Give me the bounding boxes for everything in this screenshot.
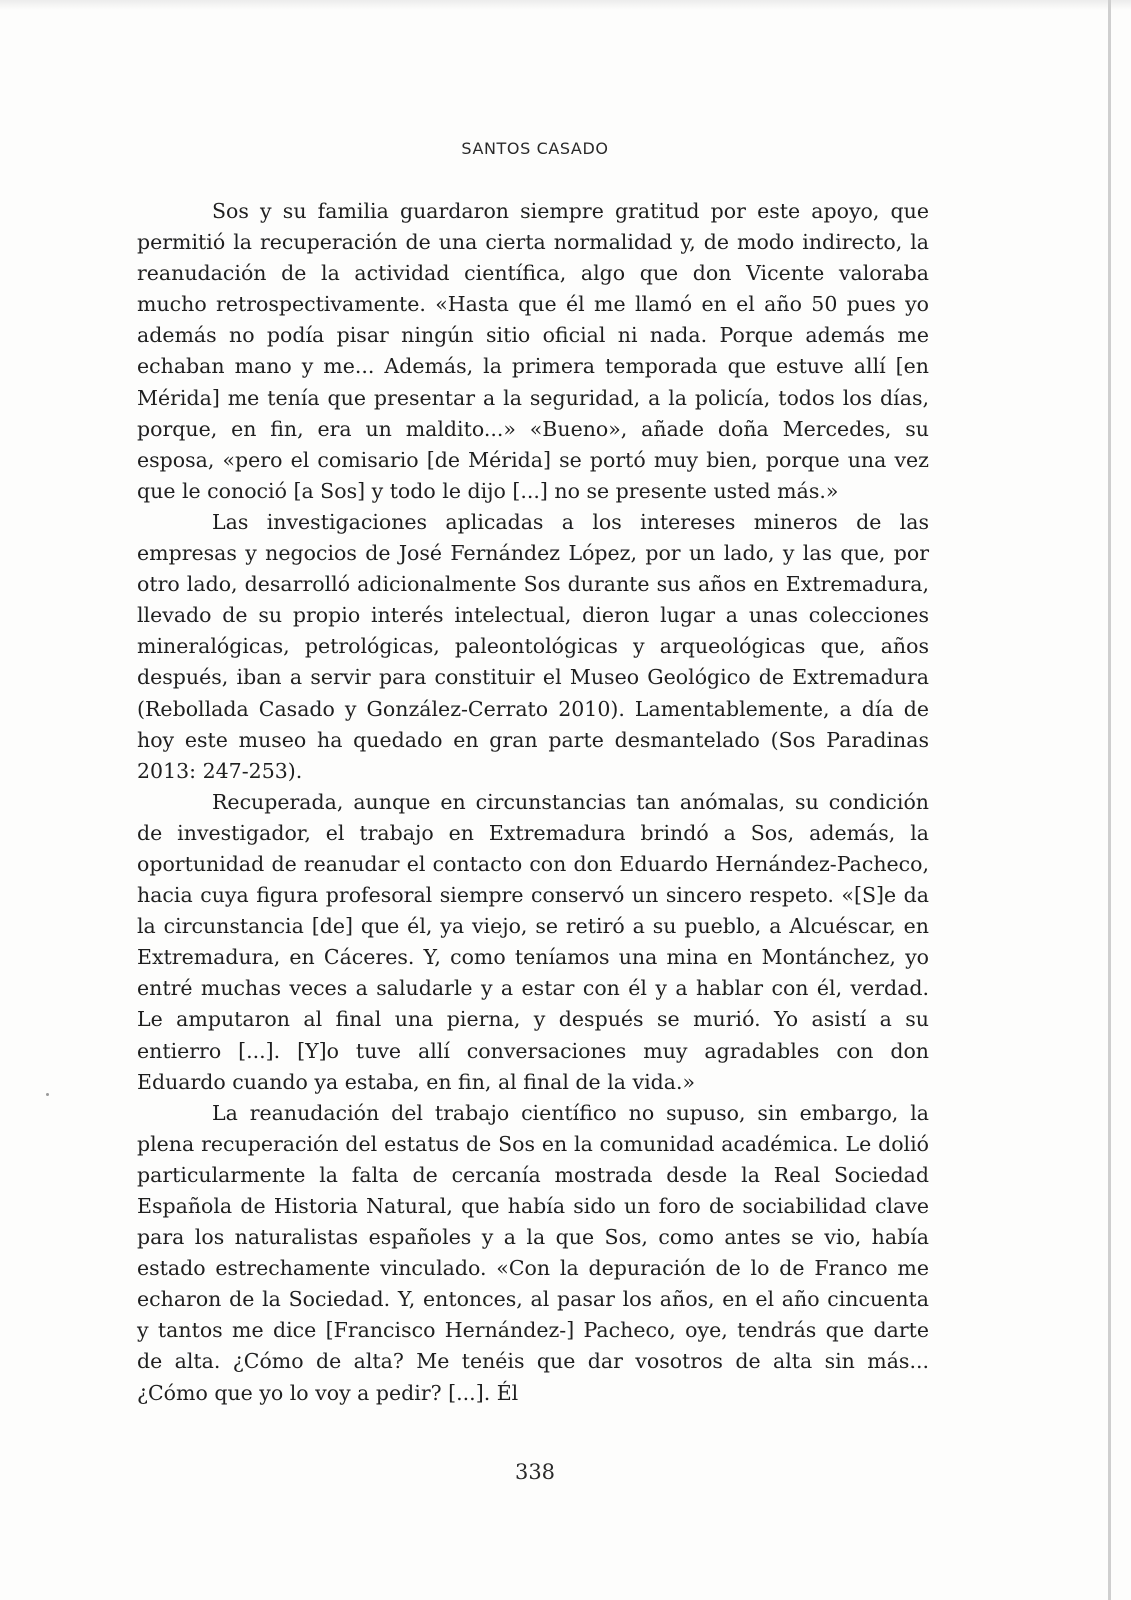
paragraph: La reanudación del trabajo científico no supuso, sin embargo, la plena recuperación del estatus de Sos en la comunidad académica. Le dolió particularmente la falta de cercanía mostrada desde la Real Sociedad Española de Historia Natural, que había sido un foro de sociabilidad clave para los naturalistas españoles y a la que Sos, como antes se vio, había estado estrechamente vinculado. «Con la depuración de lo de Franco me echaron de la Sociedad. Y, entonces, al pasar los años, en el año cincuenta y tantos me dice [Francisco Hernández-] Pacheco, oye, tendrás que darte de alta. ¿Cómo de alta? Me tenéis que dar vosotros de alta sin más... ¿Cómo que yo lo voy a pedir? [...]. Él — [137, 1100, 929, 1405]
paragraph: Recuperada, aunque en circunstancias tan anómalas, su condición de investigador, el trabajo en Extremadura brindó a Sos, además, la oportunidad de reanudar el contacto con don Eduardo Hernández-Pacheco, hacia cuya figura profesoral siempre conservó un sincero respeto. «[S]e da la circunstancia [de] que él, ya viejo, se retiró a su pueblo, a Alcuéscar, en Extremadura, en Cáceres. Y, como teníamos una mina en Montánchez, yo entré muchas veces a saludarle y a estar con él y a hablar con él, verdad. Le amputaron al final una pierna, y después se murió. Yo asistí a su entierro [...]. [Y]o tuve allí conversaciones muy agradables con don Eduardo cuando ya estaba, en fin, al final de la vida.» — [137, 789, 929, 1094]
body-text — [137, 196, 929, 1409]
scan-right-edge — [1108, 0, 1111, 1600]
scan-top-shadow — [0, 0, 1131, 10]
paragraph: Sos y su familia guardaron siempre gratitud por este apoyo, que permitió la recuperación de una cierta normalidad y, de modo indirecto, la reanudación de la actividad científica, algo que don Vicente valoraba mucho retrospectivamente. «Hasta que él me llamó en el año 50 pues yo además no podía pisar ningún sitio oficial ni nada. Porque además me echaban mano y me... Además, la primera temporada que estuve allí [en Mérida] me tenía que presentar a la seguridad, a la policía, todos los días, porque, en fin, era un maldito...» «Bueno», añade doña Mercedes, su esposa, «pero el comisario [de Mérida] se portó muy bien, porque una vez que le conoció [a Sos] y todo le dijo [...] no se presente usted más.» — [137, 199, 929, 503]
scan-speck — [46, 1093, 49, 1096]
page-number: 338 — [514, 1460, 556, 1484]
running-head: SANTOS CASADO — [461, 139, 609, 158]
paragraph: Las investigaciones aplicadas a los intereses mineros de las empresas y negocios de José Fernández López, por un lado, y las que, por otro lado, desarrolló adicionalmente Sos durante sus años en Extremadura, llevado de su propio interés intelectual, dieron lugar a unas colecciones mineralógicas, petrológicas, paleontológicas y arqueológicas que, años después, iban a servir para constituir el Museo Geológico de Extremadura (Rebollada Casado y González-Cerrato 2010). Lamentablemente, a día de hoy este museo ha quedado en gran parte desmantelado (Sos Paradinas 2013: 247-253). — [137, 509, 929, 783]
